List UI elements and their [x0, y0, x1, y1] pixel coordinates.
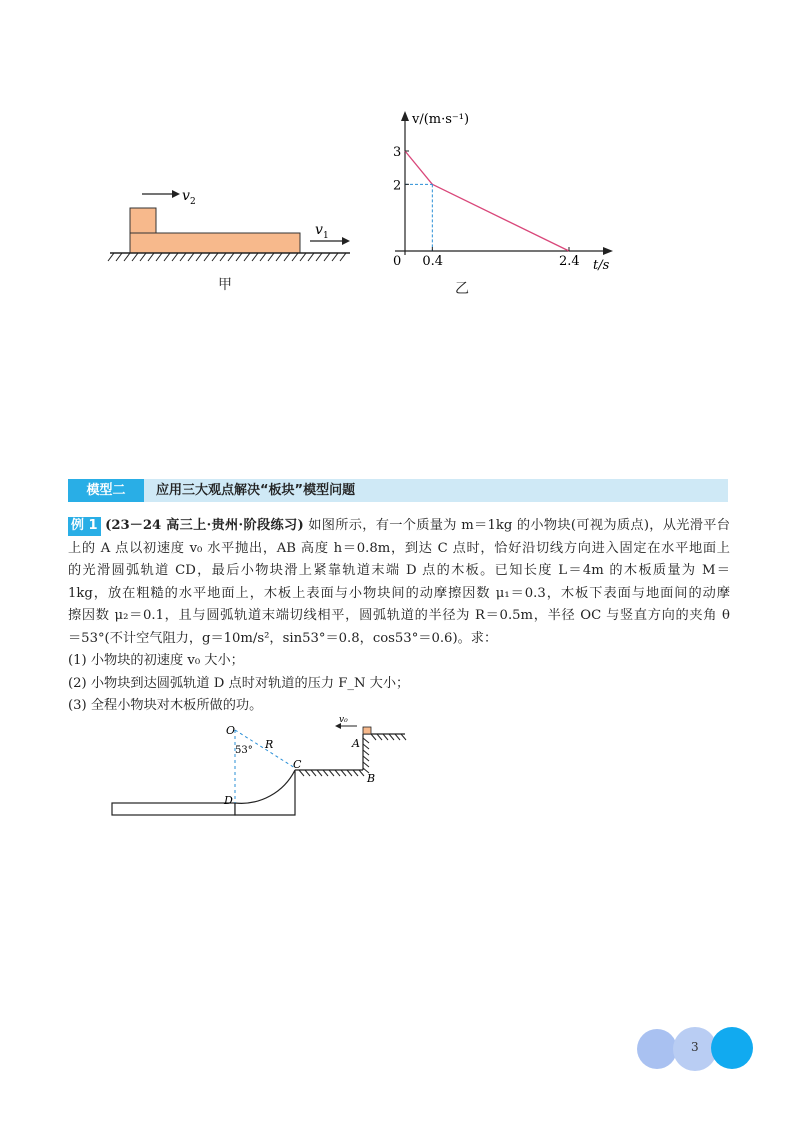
label-r: R: [265, 738, 274, 751]
board: [130, 233, 300, 253]
v2-arrow-head: [172, 190, 180, 198]
decor-circle-left: [637, 1029, 677, 1069]
problem-line-4: 1kg，放在粗糙的水平地面上，木板上表面与小物块间的动摩擦因数 μ₁＝0.3，木板下表面与地面间的动摩: [68, 585, 730, 601]
label-c: C: [293, 758, 302, 771]
x-tick-label: 2.4: [559, 254, 580, 269]
decor-circle-right: [711, 1027, 753, 1069]
figure-b-chart: [385, 105, 625, 275]
example-badge: 例 1: [68, 517, 101, 536]
problem-line-6: ＝53°(不计空气阻力，g＝10m/s²，sin53°＝0.8，cos53°＝0.6)。求：: [68, 630, 498, 646]
label-d: D: [224, 794, 233, 807]
arc-track-body: [235, 770, 295, 815]
problem-line-5: 擦因数 μ₂＝0.1，且与圆弧轨道末端切线相平，圆弧轨道的半径为 R＝0.5m，半径 OC 与竖直方向的夹角 θ: [68, 608, 730, 623]
label-b: B: [367, 772, 376, 785]
v2-subscript: 2: [190, 197, 196, 207]
origin-label: 0: [393, 254, 402, 269]
figure-c: [105, 710, 415, 825]
label-a: A: [352, 737, 360, 750]
section-title: 应用三大观点解决“板块”模型问题: [156, 483, 356, 498]
v1-label: v: [315, 222, 323, 238]
small-block-a: [363, 727, 371, 734]
figure-a: [100, 180, 360, 270]
hatch-bc: [299, 770, 364, 776]
example-source: (23－24 高三上·贵州·阶段练习): [105, 518, 304, 533]
v2-label: v: [182, 188, 190, 204]
example-problem: [68, 515, 730, 718]
problem-line-2: 上的 A 点以初速度 v₀ 水平抛出，AB 高度 h＝0.8m，到达 C 点时，恰好沿切线方向进入固定在水平地面上: [68, 540, 730, 556]
small-block: [130, 208, 156, 233]
label-o: O: [226, 724, 236, 737]
section-header: [68, 479, 728, 502]
page-number: 3: [691, 1040, 699, 1054]
question-2: (2) 小物块到达圆弧轨道 D 点时对轨道的压力 F_N 大小；: [68, 675, 410, 691]
board-plank: [112, 803, 235, 815]
series-segment: [405, 151, 432, 184]
figure-b-caption: 乙: [455, 281, 469, 297]
section-tag: 模型二: [68, 479, 144, 502]
question-3: (3) 全程小物块对木板所做的功。: [68, 698, 263, 713]
hatch-ab: [363, 734, 406, 773]
problem-line-1: [68, 515, 730, 538]
problem-line-3: 的光滑圆弧轨道 CD，最后小物块滑上紧靠轨道末端 D 点的木板。已知长度 L＝4m 的木板质量为 M＝: [68, 563, 730, 578]
y-axis-label: v/(m·s⁻¹): [412, 112, 470, 127]
series-segment: [432, 184, 569, 251]
problem-text: 如图所示，有一个质量为 m＝1kg 的小物块(可视为质点)，从光滑平台: [308, 518, 730, 533]
x-axis-arrow: [603, 247, 613, 255]
figure-a-caption: 甲: [218, 277, 232, 293]
v1-subscript: 1: [323, 231, 329, 241]
x-axis-label: t/s: [593, 258, 610, 273]
v1-arrow-head: [342, 237, 350, 245]
label-angle: 53°: [235, 745, 253, 756]
question-1: (1) 小物块的初速度 v₀ 大小；: [68, 653, 244, 668]
y-tick-label: 2: [393, 178, 402, 194]
y-axis-arrow: [401, 111, 409, 121]
x-tick-label: 0.4: [422, 254, 444, 269]
y-tick-label: 3: [393, 145, 402, 160]
ground-hatch: [108, 253, 346, 261]
v0-label: v₀: [339, 715, 348, 725]
